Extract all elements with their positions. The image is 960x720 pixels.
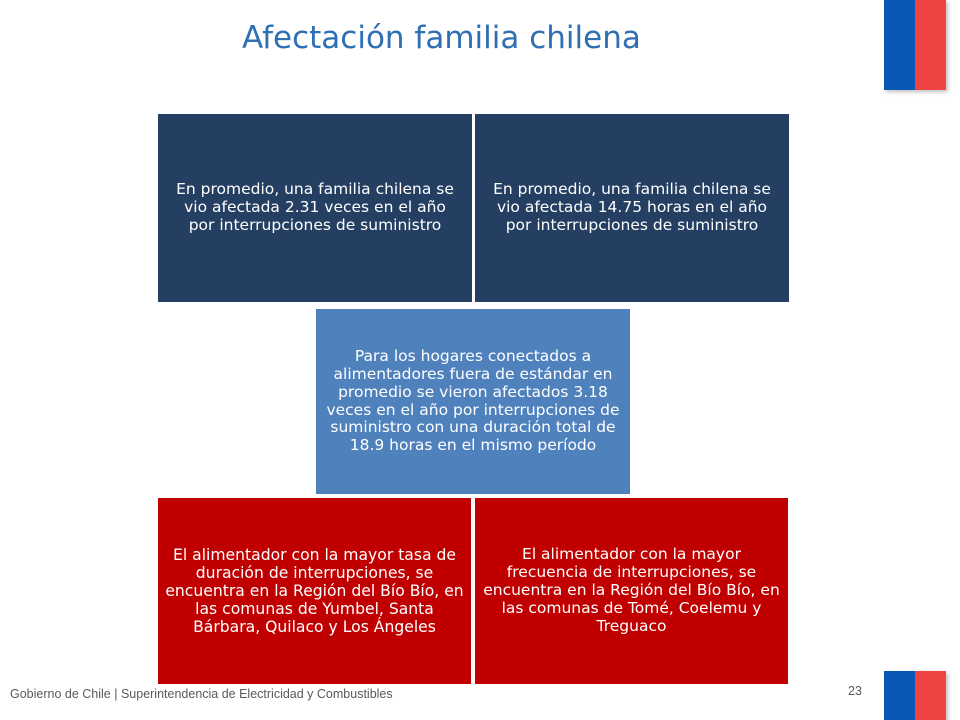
info-box-highest-frequency-feeder	[475, 498, 788, 684]
info-box-text: En promedio, una familia chilena se vio afectada 14.75 horas en el año por interrupciones de suministro	[493, 180, 771, 234]
page-number: 23	[848, 684, 862, 698]
chile-flag-icon	[884, 671, 946, 720]
info-box-text: En promedio, una familia chilena se vio afectada 2.31 veces en el año por interrupciones de suministro	[176, 180, 454, 234]
info-box-text: El alimentador con la mayor frecuencia de interrupciones, se encuentra en la Región del Bío Bío, en las comunas de Tomé, Coelemu y Treguaco	[483, 545, 780, 635]
info-box-frequency-average	[158, 114, 472, 302]
info-box-text: El alimentador con la mayor tasa de duración de interrupciones, se encuentra en la Región del Bío Bío, en las comunas de Yumbel, Santa Bárbara, Quilaco y Los Ángeles	[165, 545, 464, 637]
slide-title: Afectación familia chilena	[242, 20, 641, 56]
info-box-text: Para los hogares conectados a alimentadores fuera de estándar en promedio se vieron afectados 3.18 veces en el año por interrupciones de suministro con una duración total de 18.9 horas en el mismo período	[326, 346, 620, 455]
info-box-duration-average	[475, 114, 789, 302]
info-box-highest-duration-feeder	[158, 498, 471, 684]
info-box-substandard-feeders	[316, 309, 630, 494]
footer-text: Gobierno de Chile | Superintendencia de Electricidad y Combustibles	[10, 687, 393, 701]
chile-flag-icon	[884, 0, 946, 90]
